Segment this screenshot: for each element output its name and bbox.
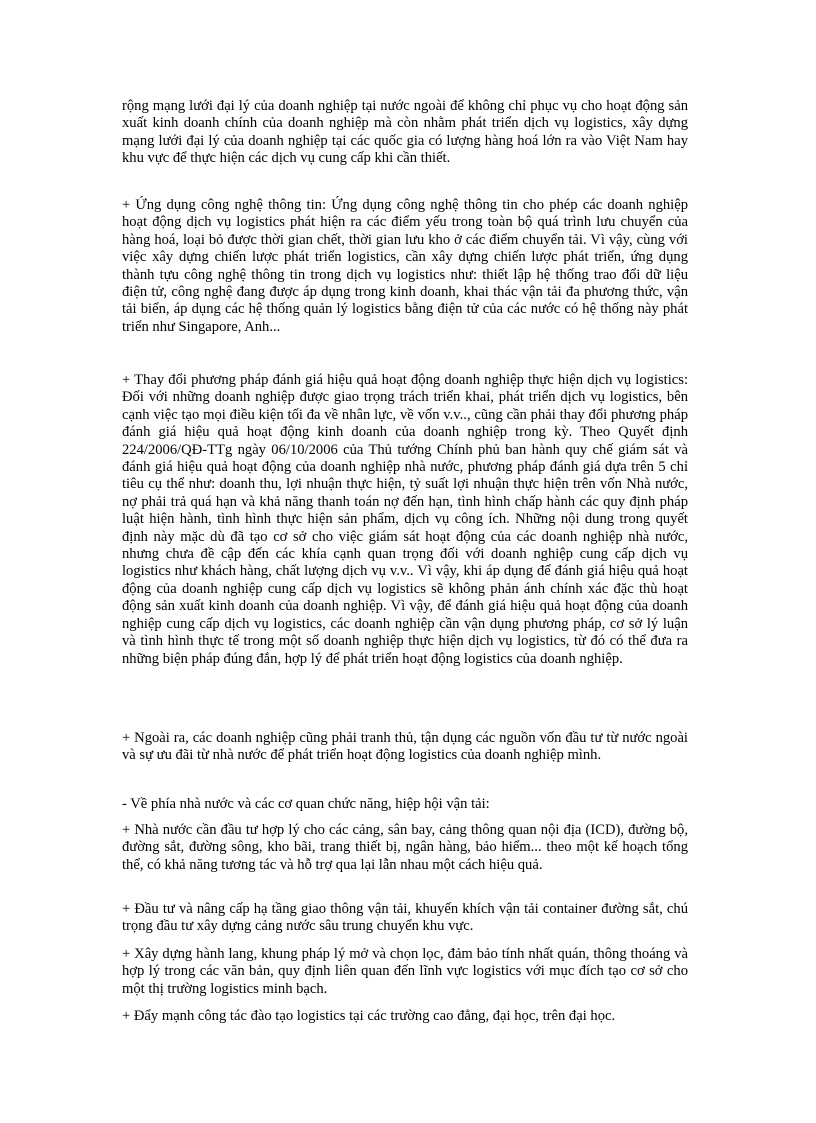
- paragraph-state-heading: - Về phía nhà nước và các cơ quan chức năng, hiệp hội vận tải:: [122, 796, 490, 812]
- paragraph-evaluation-method: + Thay đổi phương pháp đánh giá hiệu quả hoạt động doanh nghiệp thực hiện dịch vụ logistics: Đối với những doanh nghiệp được giao trọng trách triển khai, phát triển dịch vụ logistics, bên cạnh việc tạo mọi điều kiện tối đa về nhân lực, về vốn v.v.., cũng cần phải thay đổi phương pháp đánh giá hiệu quả hoạt động kinh doanh của doanh nghiệp trong kỳ. Theo Quyết định 224/2006/QĐ-TTg ngày 06/10/2006 của Thủ tướng Chính phủ ban hành quy chế giám sát và đánh giá hiệu quả hoạt động của doanh nghiệp nhà nước, phương pháp đánh giá dựa trên 5 chỉ tiêu cụ thể như: doanh thu, lợi nhuận thực hiện, tỷ suất lợi nhuận thực hiện trên vốn Nhà nước, nợ phải trả quá hạn và khả năng thanh toán nợ đến hạn, tình hình chấp hành các quy định pháp luật hiện hành, tình hình thực hiện sản phẩm, dịch vụ công ích. Những nội dung trong quyết định này mặc dù đã tạo cơ sở cho việc giám sát hoạt động của các doanh nghiệp nhà nước, nhưng chưa đề cập đến các khía cạnh quan trọng đối với doanh nghiệp cung cấp dịch vụ logistics như khách hàng, chất lượng dịch vụ v.v.. Vì vậy, khi áp dụng để đánh giá hiệu quả hoạt động của doanh nghiệp cung cấp dịch vụ logistics sẽ không phản ánh chính xác đặc thù hoạt động sản xuất kinh doanh của doanh nghiệp. Vì vậy, để đánh giá hiệu quả hoạt động của doanh nghiệp cung cấp dịch vụ logistics, các doanh nghiệp cần vận dụng phương pháp, cơ sở lý luận và tình hình thực tế trong một số doanh nghiệp thực hiện dịch vụ logistics, từ đó có thể đưa ra những biện pháp đúng đắn, hợp lý để phát triển hoạt động logistics của doanh nghiệp.: [122, 372, 688, 667]
- paragraph-state-investment: + Nhà nước cần đầu tư hợp lý cho các cảng, sân bay, cảng thông quan nội địa (ICD), đường bộ, đường sắt, đường sông, kho bãi, trang thiết bị, ngân hàng, bảo hiểm... theo một kế hoạch tổng thể, có khả năng tương tác và hỗ trợ qua lại lẫn nhau một cách hiệu quả.: [122, 822, 688, 873]
- paragraph-infrastructure: + Đầu tư và nâng cấp hạ tầng giao thông vận tải, khuyến khích vận tải container đường sắt, chú trọng đầu tư xây dựng cảng nước sâu trung chuyển khu vực.: [122, 901, 688, 935]
- paragraph-legal-framework: + Xây dựng hành lang, khung pháp lý mở và chọn lọc, đảm bảo tính nhất quán, thông thoáng và hợp lý trong các văn bản, quy định liên quan đến lĩnh vực logistics với mục đích tạo cơ sở cho một thị trường logistics minh bạch.: [122, 946, 688, 997]
- paragraph-agent-network: rộng mạng lưới đại lý của doanh nghiệp tại nước ngoài để không chỉ phục vụ cho hoạt động sản xuất kinh doanh chính của doanh nghiệp mà còn nhằm phát triển dịch vụ logistics, xây dựng mạng lưới đại lý của doanh nghiệp tại các quốc gia có lượng hàng hoá lớn ra vào Việt Nam hay khu vực để thực hiện các dịch vụ cung cấp khi cần thiết.: [122, 98, 688, 167]
- paragraph-training: + Đẩy mạnh công tác đào tạo logistics tại các trường cao đẳng, đại học, trên đại học.: [122, 1008, 616, 1024]
- paragraph-foreign-capital: + Ngoài ra, các doanh nghiệp cũng phải tranh thủ, tận dụng các nguồn vốn đầu tư từ nước ngoài và sự ưu đãi từ nhà nước để phát triển hoạt động logistics của doanh nghiệp mình.: [122, 730, 688, 764]
- paragraph-it-application: + Ứng dụng công nghệ thông tin: Ứng dụng công nghệ thông tin cho phép các doanh nghiệp hoạt động dịch vụ logistics phát hiện ra các điểm yếu trong toàn bộ quá trình lưu chuyển của hàng hoá, loại bỏ được thời gian chết, thời gian lưu kho ở các điểm chuyển tải. Vì vậy, cùng với việc xây dựng chiến lược phát triển logistics, cần xây dựng chiến lược phát triển, ứng dụng thành tựu công nghệ thông tin trong dịch vụ logistics như: thiết lập hệ thống trao đổi dữ liệu điện tử, công nghệ đang được áp dụng trong kinh doanh, khai thác vận tải đa phương thức, vận tải biển, áp dụng các hệ thống quản lý logistics bằng điện tử của các nước có hệ thống này phát triển như Singapore, Anh...: [122, 197, 688, 335]
